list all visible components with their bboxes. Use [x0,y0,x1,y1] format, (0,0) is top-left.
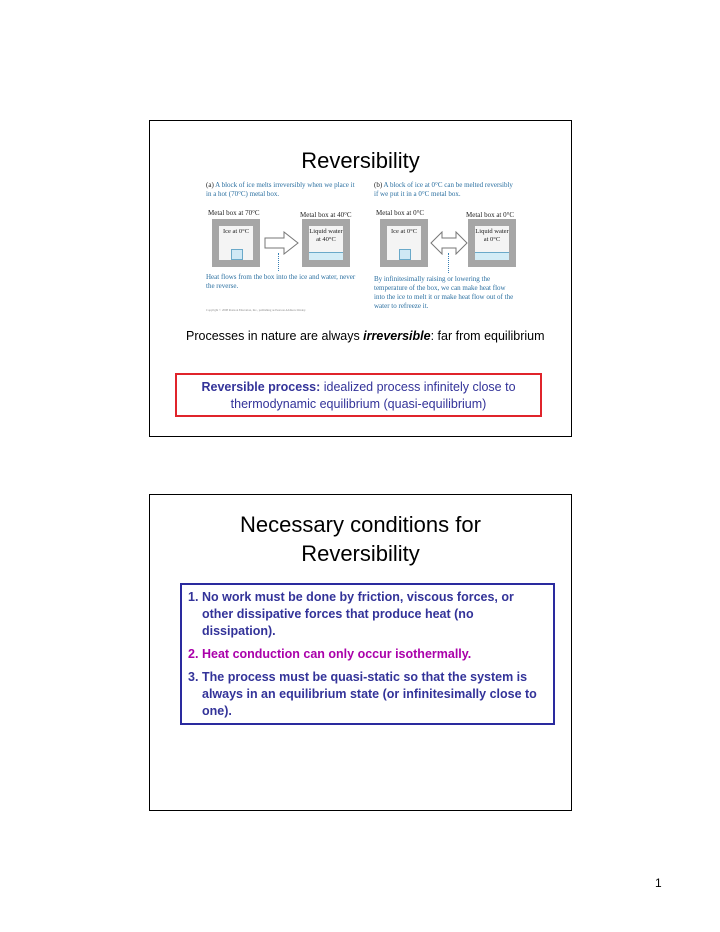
conditions-list [180,583,555,725]
panel-a-caption: (a) A block of ice melts irreversibly when we place it in a hot (70°C) metal box. [206,181,355,198]
ice-block [399,249,411,260]
metal-box-40 [302,219,350,267]
box-label: Metal box at 40°C [300,211,352,219]
reversible-arrow-icon [430,231,468,255]
definition-term: Reversible process: [201,380,321,394]
ice-block [231,249,243,260]
box-label: Metal box at 0°C [376,209,425,217]
definition-text: idealized process infinitely close to thermodynamic equilibrium (quasi-equilibrium) [230,380,516,411]
irreversible-statement: Processes in nature are always irreversible: far from equilibrium [186,329,545,343]
reversible-process-definition [175,373,542,417]
box-content: Liquid water at 0°C [475,228,509,243]
page-number: 1 [655,876,662,890]
copyright-notice: Copyright © 2008 Pearson Education, Inc., publishing as Pearson Addison-Wesley. [206,308,306,312]
list-item: 2. Heat conduction can only occur isothermally. [188,647,472,661]
metal-box-0-ice [380,219,428,267]
leader-line [278,253,279,271]
ice-melting-figure [206,179,516,319]
list-item: 1. No work must be done by friction, viscous forces, or other dissipative forces that produce heat (no dissipation). [188,590,514,638]
panel-b-caption: (b) A block of ice at 0°C can be melted reversibly if we put it in a 0°C metal box. [374,181,513,198]
slide-reversibility [149,120,572,437]
metal-box-0-water [468,219,516,267]
slide-title: Necessary conditions for Reversibility [240,512,481,566]
box-content: Ice at 0°C [222,228,250,235]
box-label: Metal box at 70°C [208,209,260,217]
leader-line [448,253,449,273]
box-content: Ice at 0°C [390,228,418,235]
slide-necessary-conditions [149,494,572,811]
box-content: Liquid water at 40°C [309,228,343,243]
list-item: 3. The process must be quasi-static so that the system is always in an equilibrium state (or infinitesimally close to one). [188,670,537,718]
liquid-water [309,252,343,260]
box-label: Metal box at 0°C [466,211,515,219]
metal-box-70 [212,219,260,267]
note-a: Heat flows from the box into the ice and water, never the reverse. [206,273,356,290]
note-b: By infinitesimally raising or lowering the temperature of the box, we can make heat flow into the ice to melt it or make heat flow out of the water to refreeze it. [374,275,514,310]
emphasis-irreversible: irreversible [363,329,431,343]
slide-title: Reversibility [301,148,420,173]
process-arrow-icon [264,231,300,255]
liquid-water [475,252,509,260]
